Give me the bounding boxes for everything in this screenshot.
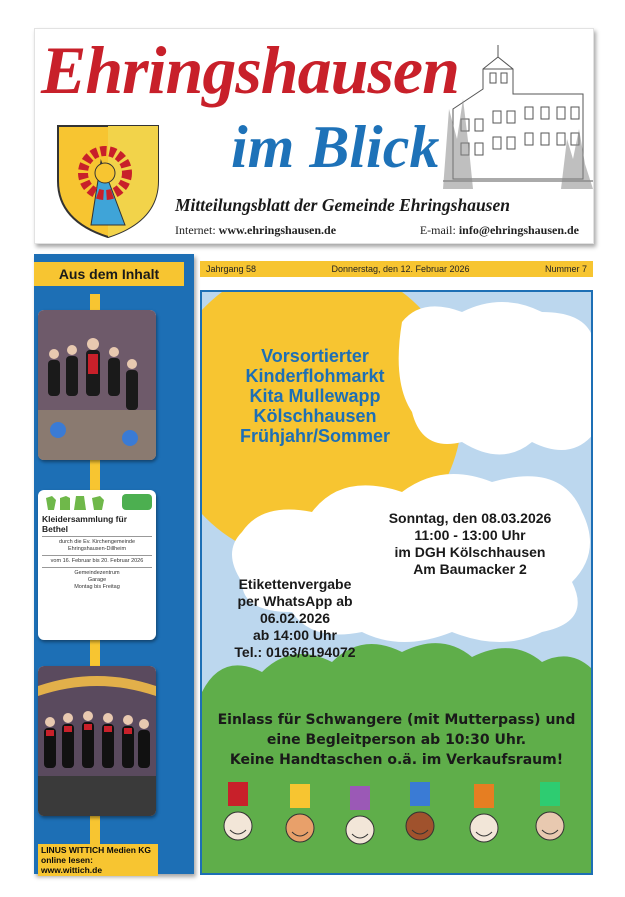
publisher-footer (38, 844, 158, 876)
divider (42, 555, 152, 556)
municipal-crest-icon (53, 121, 163, 241)
event-venue: im DGH Kölschhausen (394, 544, 546, 560)
dance-group-photo-2[interactable] (38, 666, 156, 816)
masthead (34, 28, 594, 244)
label-distribution-block (212, 576, 378, 661)
notice-line: Keine Handtaschen o.ä. im Verkaufsraum! (229, 752, 564, 768)
newspaper-title: Ehringshausen (41, 32, 459, 108)
website-label: Internet: (175, 223, 216, 237)
flyer-badge (122, 494, 152, 510)
contents-sidebar (34, 254, 194, 874)
entry-notice (202, 710, 591, 770)
tag-line: ab 14:00 Uhr (252, 627, 338, 643)
issue-info-bar (200, 261, 593, 277)
email-line (420, 223, 579, 238)
issue-volume: Jahrgang 58 (206, 264, 257, 274)
issue-date: Donnerstag, den 12. Februar 2026 (331, 264, 470, 274)
flyer-title: Kleidersammlung für Bethel (42, 514, 128, 534)
dancers-image (38, 310, 156, 460)
flea-market-poster (200, 290, 593, 875)
publisher-online-link[interactable]: online lesen: www.wittich.de (41, 855, 103, 875)
flyer-line: Ehringshausen-Dillheim (67, 546, 127, 552)
headline-line: Kölschhausen (253, 406, 377, 426)
newspaper-tagline: Mitteilungsblatt der Gemeinde Ehringshausen (175, 195, 510, 215)
email-link[interactable]: info@ehringshausen.de (458, 223, 579, 237)
flyer-line: Montag bis Freitag (74, 584, 120, 590)
event-date-block (370, 510, 570, 578)
flyer-line: vom 16. Februar bis 20. Februar 2026 (50, 558, 144, 564)
event-time: 11:00 - 13:00 Uhr (414, 527, 526, 543)
publisher-name: LINUS WITTICH Medien KG (41, 845, 152, 855)
email-label: E-mail: (419, 223, 456, 237)
event-date: Sonntag, den 08.03.2026 (388, 510, 552, 526)
divider (42, 567, 152, 568)
headline-line: Frühjahr/Sommer (239, 426, 391, 446)
dance-group-photo-1[interactable] (38, 310, 156, 460)
flyer-line: Gemeindezentrum (74, 570, 120, 576)
flyer-line: Garage (87, 577, 107, 583)
issue-number: Nummer 7 (544, 264, 587, 274)
event-address: Am Baumacker 2 (413, 561, 527, 577)
headline-line: Kinderflohmarkt (245, 366, 385, 386)
newspaper-subtitle: im Blick (231, 114, 440, 180)
tag-line: Etikettenvergabe (238, 576, 352, 592)
notice-line: Einlass für Schwangere (mit Mutterpass) und (217, 712, 576, 728)
notice-line: eine Begleitperson ab 10:30 Uhr. (266, 732, 527, 748)
headline-line: Vorsortierter (261, 346, 369, 366)
clothing-collection-flyer[interactable] (38, 490, 156, 640)
tag-line: 06.02.2026 (259, 610, 331, 626)
clothing-icon (44, 494, 114, 512)
website-link[interactable]: www.ehringshausen.de (218, 223, 337, 237)
town-hall-illustration (443, 39, 593, 189)
headline-line: Kita Mullewapp (249, 386, 381, 406)
flyer-line: durch die Ev. Kirchengemeinde (58, 539, 136, 545)
sidebar-title: Aus dem Inhalt (34, 262, 184, 286)
divider (42, 536, 152, 537)
dancers-image (38, 666, 156, 816)
tag-line: per WhatsApp ab (237, 593, 353, 609)
poster-headline (202, 346, 428, 446)
phone-number: Tel.: 0163/6194072 (234, 644, 356, 660)
website-line (175, 223, 336, 238)
